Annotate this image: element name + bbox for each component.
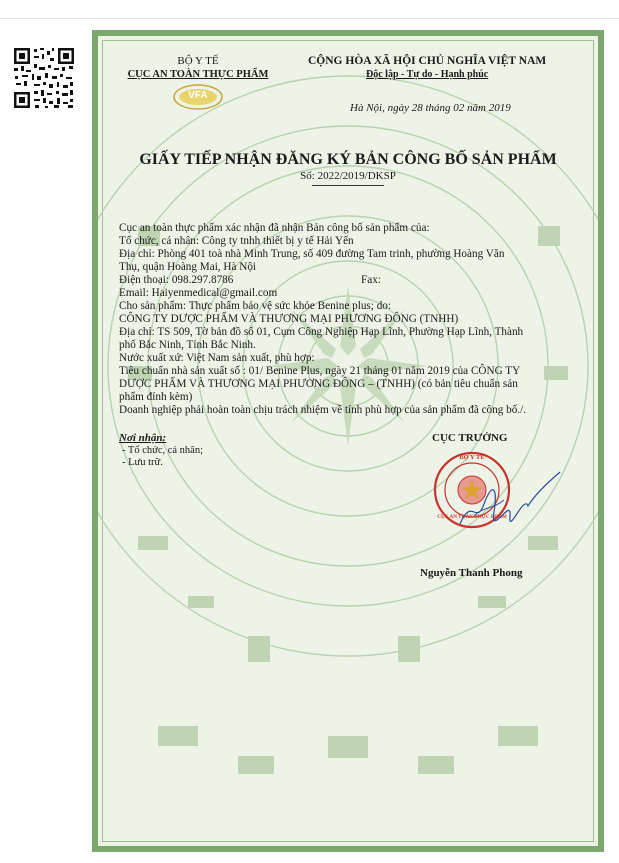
address-line-2: Thụ, quận Hoàng Mai, Hà Nội (119, 261, 257, 273)
standard-line-3: phẩm đính kèm) (119, 391, 193, 403)
national-motto: Độc lập - Tự do - Hạnh phúc (366, 69, 489, 80)
signer-name: Nguyễn Thanh Phong (420, 567, 523, 579)
certificate-title: GIẤY TIẾP NHẬN ĐĂNG KÝ BẢN CÔNG BỐ SẢN PHẨM (139, 151, 557, 168)
qr-code (12, 46, 76, 110)
seal-bottom-text: CỤC AN TOÀN THỰC PHẨM (437, 514, 507, 520)
recipient-item: - Tổ chức, cá nhân; (122, 445, 204, 456)
seal-top-text: BỘ Y TẾ (459, 454, 485, 461)
intro-line: Cục an toàn thực phẩm xác nhận đã nhận Bản công bố sản phẩm của: (119, 222, 430, 234)
manufacturer-address-2: phố Bắc Ninh, Tỉnh Bắc Ninh. (119, 339, 256, 351)
manufacturer-address-1: Địa chỉ: TS 509, Tờ bản đồ số 01, Cụm Công Nghiệp Hạp Lĩnh, Phường Hạp Lĩnh, Thành (119, 326, 524, 338)
standard-line-2: DƯỢC PHẨM VÀ THƯƠNG MẠI PHƯƠNG ĐÔNG – (TNHH) (có bản tiêu chuẩn sản (119, 378, 518, 390)
fax-label: Fax: (361, 274, 381, 286)
page-divider (0, 18, 619, 19)
signer-title: CỤC TRƯỞNG (432, 432, 508, 444)
signature-stroke (454, 466, 564, 536)
ministry-name: BỘ Y TẾ (177, 55, 219, 67)
email-line: Email: Haiyenmedical@gmail.com (119, 287, 278, 299)
manufacturer-line: CÔNG TY DƯỢC PHẨM VÀ THƯƠNG MẠI PHƯƠNG ĐÔNG (TNHH) (119, 313, 459, 325)
certificate-document (92, 30, 604, 852)
certificate-number: Số: 2022/2019/DKSP (300, 170, 396, 182)
recipient-item: - Lưu trữ. (122, 457, 163, 468)
department-name: CỤC AN TOÀN THỰC PHẨM (127, 69, 269, 80)
country-name: CỘNG HÒA XÃ HỘI CHỦ NGHĨA VIỆT NAM (308, 55, 547, 67)
standard-line-1: Tiêu chuẩn nhà sản xuất số : 01/ Benine Plus, ngày 21 tháng 01 năm 2019 của CÔNG TY (119, 365, 521, 377)
organization-line: Tổ chức, cá nhân: Công ty tnhh thiết bị y tế Hải Yến (119, 235, 354, 247)
address-line-1: Địa chỉ: Phòng 401 toà nhà Minh Trung, số 409 đường Tam trinh, phường Hoàng Văn (119, 248, 505, 260)
vfa-logo-text: VFA (188, 90, 208, 101)
phone-line: Điện thoại: 098.297.8786 (119, 274, 234, 286)
issue-date: Hà Nội, ngày 28 tháng 02 năm 2019 (350, 102, 511, 114)
recipients-heading: Nơi nhận: (119, 432, 167, 444)
responsibility-line: Doanh nghiệp phải hoàn toàn chịu trách nhiệm về tính phù hợp của sản phẩm đã công bố./. (119, 404, 527, 416)
title-underline (312, 185, 384, 186)
product-line: Cho sản phẩm: Thực phẩm bảo vệ sức khỏe Benine plus; do: (119, 300, 391, 312)
origin-line: Nước xuất xứ: Việt Nam sản xuất, phù hợp: (119, 352, 315, 364)
